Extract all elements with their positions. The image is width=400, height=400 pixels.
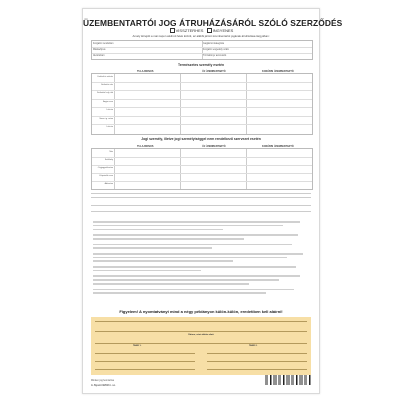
checkbox-visszterhes[interactable] [170, 28, 175, 33]
row-label: Név [109, 151, 113, 153]
row-label: Adószám [104, 183, 113, 185]
natural-person-table [91, 70, 313, 135]
column-header: ÚJ ÜZEMBENTARTÓ [202, 70, 226, 73]
fill-line [91, 197, 311, 198]
row-label: Születési név [101, 84, 113, 86]
witness-label: TANÚ 2. [249, 345, 258, 347]
column-header: KORÁBBI ÜZEMBENTARTÓ [262, 70, 294, 73]
field-label: Márka/típus [93, 48, 106, 51]
footer-form-number: A. Nyomt 4/2013 r. sz. [91, 384, 116, 387]
row-label: Lakcím [106, 126, 113, 128]
row-label: Cégjegyzékszám [97, 167, 113, 169]
signature-title: Dátum, mint aláírás alatt [188, 334, 214, 336]
checkbox-ingyenes[interactable] [207, 28, 212, 33]
field-label: Forgalmi rendszám [93, 42, 114, 45]
field-label: Forgalmi engedély szám [203, 48, 230, 51]
field-label: Törzskönyv azonosító [203, 54, 227, 57]
fill-line [91, 193, 311, 194]
contract-type-options [83, 28, 319, 33]
field-label: Gépjármű kategória [203, 42, 224, 45]
fill-line [91, 211, 311, 212]
column-header: TULAJDONOS [137, 70, 154, 73]
option-visszterhes: VISSZTERHES [175, 28, 204, 33]
footer-note: Minden jog fenntartva [91, 379, 114, 382]
barcode [265, 375, 311, 385]
column-header: KORÁBBI ÜZEMBENTARTÓ [262, 145, 294, 148]
section-natural-title: Természetes személy esetén [177, 63, 225, 67]
field-label: Alvázszám [93, 54, 105, 57]
column-header: ÚJ ÜZEMBENTARTÓ [202, 145, 226, 148]
vehicle-data-grid [91, 40, 313, 60]
column-header: TULAJDONOS [137, 145, 154, 148]
row-label: Családi és utónév [97, 76, 113, 78]
document-title: ÜZEMBENTARTÓI JOG ÁTRUHÁZÁSÁRÓL SZÓLÓ SZERZŐDÉS [83, 18, 343, 28]
fill-line [91, 205, 311, 206]
row-label: Lakcím [106, 109, 113, 111]
section-legal-title: Jogi személy, illetve jogi személyiséggel nem rendelkező szervezet esetén [141, 137, 261, 141]
option-ingyenes: INGYENES [212, 28, 234, 33]
witness-label: TANÚ 1. [133, 345, 142, 347]
row-label: Születési hely, idő [97, 92, 113, 94]
row-label: Székhely [104, 159, 113, 161]
row-label: Anyja neve [103, 101, 113, 103]
signature-notice: Figyelem! A nyomtatványt mind a négy példányon külön-külön, eredetiben kell aláírni! [119, 309, 283, 314]
row-label: Szem. ig. szám [99, 118, 113, 120]
legal-entity-table [91, 145, 313, 190]
contract-clauses [93, 221, 309, 296]
contract-form-sheet [82, 8, 343, 394]
signature-block [91, 317, 311, 375]
row-label: Képviselő neve [99, 175, 113, 177]
intro-text: Amely létrejött a mai napon alulírott felek között, az alábbi jármű üzembentartói jogának átruházása tárgyában: [132, 34, 270, 38]
